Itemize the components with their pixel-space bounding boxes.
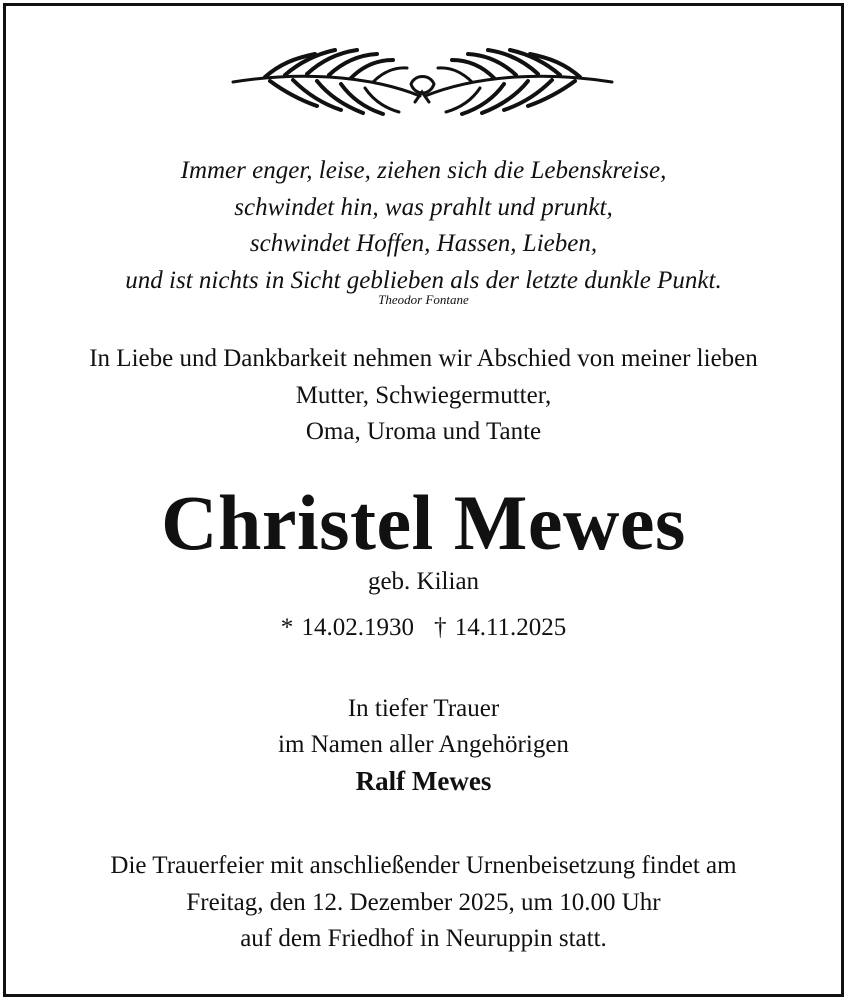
service-line: Die Trauerfeier mit anschließender Urnenbeisetzung findet am	[110, 852, 737, 879]
intro-line: Mutter, Schwiegermutter,	[295, 381, 552, 409]
poem-line: schwindet hin, was prahlt und prunkt,	[234, 193, 613, 221]
death-date: † 14.11.2025	[433, 614, 567, 641]
poem-line: und ist nichts in Sicht geblieben als der letzte dunkle Punkt.	[125, 266, 722, 294]
poem-line: schwindet Hoffen, Hassen, Lieben,	[249, 230, 598, 257]
intro-line: In Liebe und Dankbarkeit nehmen wir Abschied von meiner lieben	[89, 345, 758, 372]
deceased-name: Christel Mewes	[161, 479, 686, 566]
maiden-name: geb. Kilian	[367, 568, 480, 595]
mourners-text	[0, 691, 847, 763]
palm-branch-ornament-icon	[225, 44, 620, 120]
service-line: Freitag, den 12. Dezember 2025, um 10.00 Uhr	[186, 888, 661, 916]
farewell-intro	[0, 341, 847, 451]
poem-line: Immer enger, leise, ziehen sich die Lebenskreise,	[180, 157, 667, 184]
service-line: auf dem Friedhof in Neuruppin statt.	[240, 925, 607, 952]
mourners-line: In tiefer Trauer	[347, 695, 500, 722]
life-dates	[0, 614, 847, 642]
poem	[0, 153, 847, 299]
mourners-line: im Namen aller Angehörigen	[278, 731, 569, 758]
funeral-service-info	[0, 848, 847, 958]
birth-date: * 14.02.1930	[280, 614, 414, 641]
signer-name: Ralf Mewes	[355, 766, 492, 796]
intro-line: Oma, Uroma und Tante	[305, 418, 542, 445]
poem-author: Theodor Fontane	[378, 292, 469, 307]
